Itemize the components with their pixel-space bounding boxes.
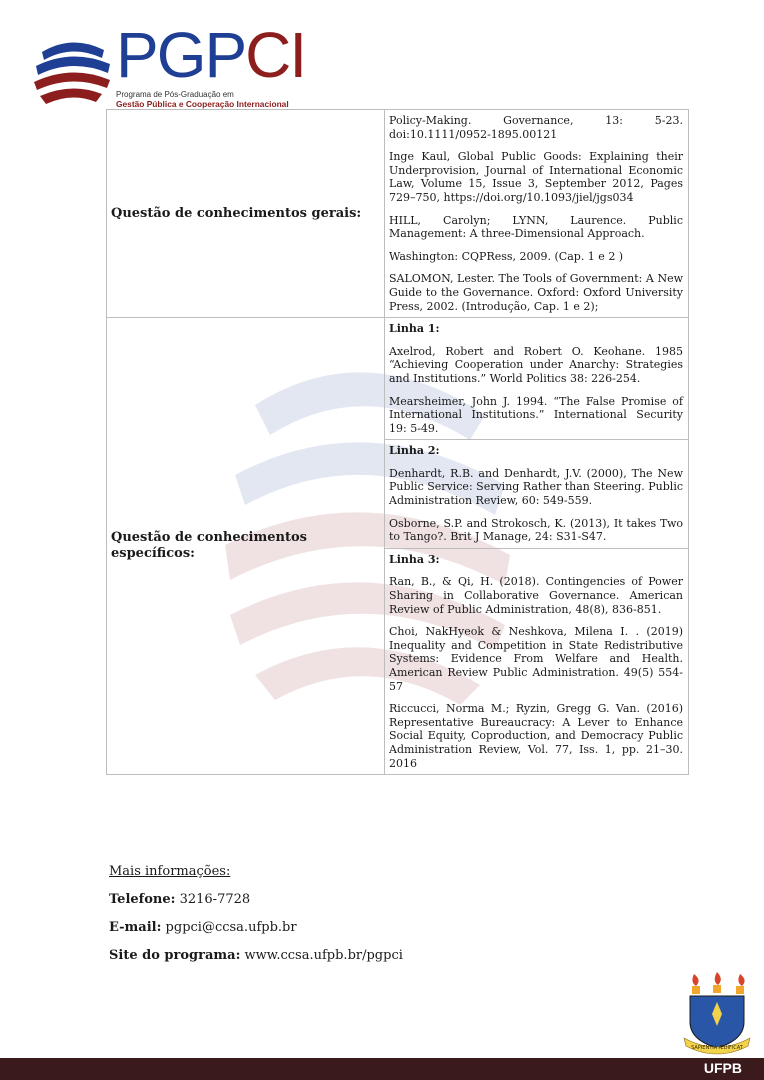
reference-item: Choi, NakHyeok & Neshkova, Milena I. . (2019) Inequality and Competition in State Redistributive Systems: Evidence From Welfare and Health. American Review Public Administration. 49(5) 554-57 bbox=[389, 625, 683, 693]
ufpb-crest-icon bbox=[682, 970, 752, 1060]
crest-motto: SAPIENTIA ÆDIFICAT bbox=[691, 1045, 743, 1051]
reference-item: Ran, B., & Qi, H. (2018). Contingencies of Power Sharing in Collaborative Governance. American Review of Public Administration, 48(8), 836-851. bbox=[389, 575, 683, 616]
logo-subtitle-line1: Programa de Pós-Graduação em bbox=[116, 90, 234, 99]
reference-item: SALOMON, Lester. The Tools of Government: A New Guide to the Governance. Oxford: Oxford University Press, 2002. (Introdução, Cap. 1 e 2); bbox=[389, 272, 683, 313]
reference-item: Denhardt, R.B. and Denhardt, J.V. (2000), The New Public Service: Serving Rather than Steering. Public Administration Review, 60: 549-559. bbox=[389, 466, 683, 508]
references-table bbox=[106, 109, 689, 775]
specific-refs-cell bbox=[385, 318, 689, 775]
linha-2-title: Linha 2: bbox=[389, 444, 440, 458]
footer-bar bbox=[0, 1058, 764, 1080]
reference-item: Osborne, S.P. and Strokosch, K. (2013), It takes Two to Tango?. Brit J Manage, 24: S31-S47. bbox=[389, 516, 683, 544]
general-row bbox=[107, 110, 689, 318]
specific-label-cell bbox=[107, 318, 385, 775]
pgpci-logo bbox=[32, 19, 306, 110]
phone-value: 3216-7728 bbox=[179, 892, 251, 907]
linha-1-title: Linha 1: bbox=[389, 322, 440, 336]
reference-item: Axelrod, Robert and Robert O. Keohane. 1985 “Achieving Cooperation under Anarchy: Strategies and Institutions.” World Politics 38: 226-254. bbox=[389, 344, 683, 385]
contact-heading: Mais informações: bbox=[109, 864, 231, 879]
reference-item: HILL, Carolyn; LYNN, Laurence. Public Management: A three-Dimensional Approach. bbox=[389, 213, 683, 241]
email-label: E-mail: bbox=[109, 920, 162, 935]
reference-item: Mearsheimer, John J. 1994. “The False Promise of International Institutions.” International Security 19: 5-49. bbox=[389, 394, 683, 435]
phone-label: Telefone: bbox=[109, 892, 176, 907]
reference-item: Policy-Making. Governance, 13: 5-23. doi:10.1111/0952-1895.00121 bbox=[389, 114, 683, 141]
site-line bbox=[109, 942, 403, 970]
linha-3-block bbox=[385, 548, 688, 774]
linha-1-block bbox=[385, 318, 688, 439]
specific-row bbox=[107, 318, 689, 775]
site-label: Site do programa: bbox=[109, 948, 241, 963]
footer-institution: UFPB bbox=[703, 1060, 742, 1076]
site-link[interactable]: www.ccsa.ufpb.br/pgpci bbox=[244, 948, 403, 963]
contact-section bbox=[109, 858, 403, 970]
general-refs-cell bbox=[385, 110, 689, 318]
logo-wordmark: PGPCI bbox=[116, 19, 306, 91]
reference-item: Washington: CQPRess, 2009. (Cap. 1 e 2 ) bbox=[389, 249, 624, 263]
reference-item: Inge Kaul, Global Public Goods: Explaining their Underprovision, Journal of International Economic Law, Volume 15, Issue 3, September 2012, Pages 729–750, https://doi.org/10.1093/jiel/jgs034 bbox=[389, 150, 683, 204]
email-line bbox=[109, 914, 403, 942]
globe-logo-icon bbox=[32, 32, 112, 112]
general-label-cell bbox=[107, 110, 385, 318]
linha-3-title: Linha 3: bbox=[389, 552, 440, 566]
specific-question-label: Questão de conhecimentos específicos: bbox=[111, 530, 307, 562]
general-question-label: Questão de conhecimentos gerais: bbox=[111, 205, 362, 221]
linha-2-block bbox=[385, 439, 688, 548]
logo-subtitle-line2: Gestão Pública e Cooperação Internacional bbox=[116, 99, 289, 109]
reference-item: Riccucci, Norma M.; Ryzin, Gregg G. Van. (2016) Representative Bureaucracy: A Lever to Enhance Social Equity, Coproduction, and Democracy Public Administration Review, Vol. 77, Iss. 1, pp. 21–30. 2016 bbox=[389, 702, 683, 770]
email-link[interactable]: pgpci@ccsa.ufpb.br bbox=[165, 920, 297, 935]
phone-line bbox=[109, 886, 403, 914]
